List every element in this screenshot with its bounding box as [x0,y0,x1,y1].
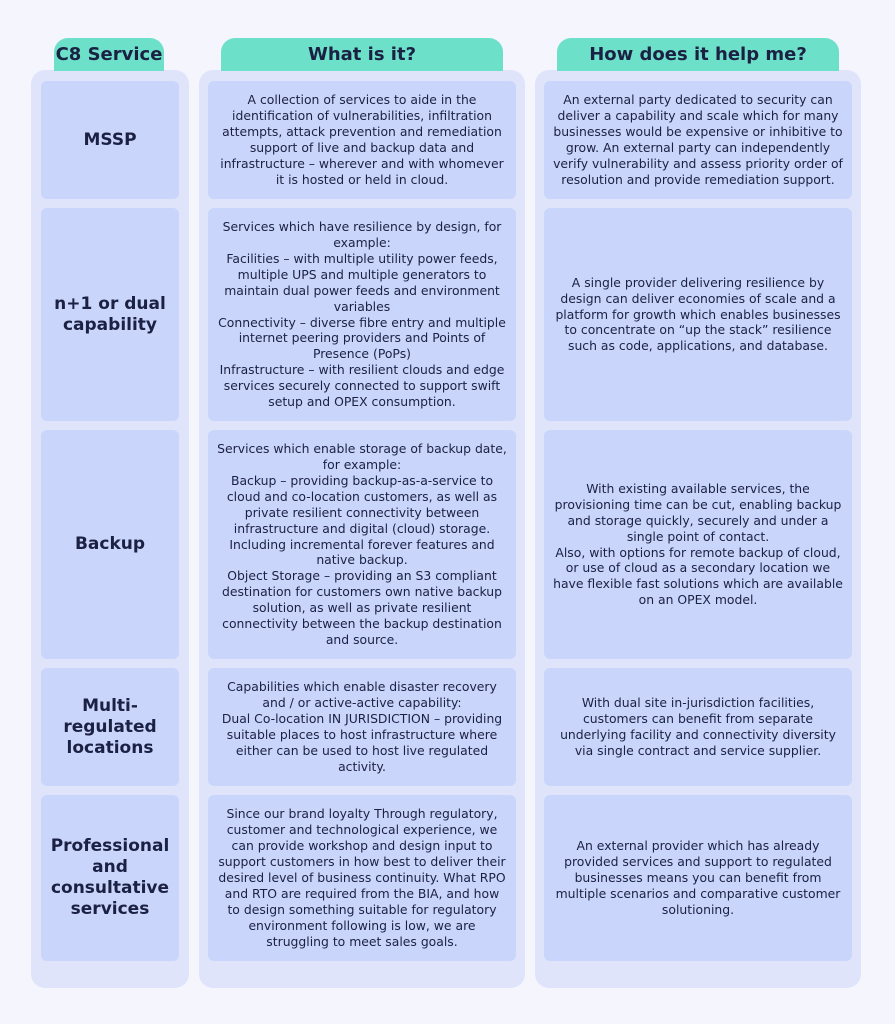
service-label: Multi- regulated locations [63,695,157,758]
row-backup-how [544,430,852,659]
what-text: Capabilities which enable disaster recovery and / or active-active capability: Dual Co-location IN JURISDICTION – providing suitable places to host infrastructure where either can be used to host live regulated activity. [221,679,503,774]
how-text: An external provider which has already provided services and support to regulated businesses means you can benefit from multiple scenarios and comparative customer solutioning. [555,838,841,917]
header-how: How does it help me? [557,38,839,71]
row-professional-what [208,795,516,961]
row-multi-regulated-what [208,668,516,786]
row-dual-capability-how [544,208,852,421]
row-mssp-service [41,81,179,199]
header-service: C8 Service [54,38,164,71]
how-text: With existing available services, the provisioning time can be cut, enabling backup and storage quickly, securely and under a single point of contact. Also, with options for remote backup of cloud, or use of cloud as a secondary location we have flexible fast solutions which are available on an OPEX model. [553,480,843,608]
what-text: A collection of services to aide in the identification of vulnerabilities, infiltration attempts, attack prevention and remediation support of live and backup data and infrastructure – wherever and with whomever it is hosted or held in cloud. [220,92,504,187]
row-multi-regulated-service [41,668,179,786]
service-label: MSSP [83,129,137,150]
row-dual-capability-what [208,208,516,421]
how-text: A single provider delivering resilience by design can deliver economies of scale and a platform for growth which enables businesses to concentrate on “up the stack” resilience such as code, applications, and database. [555,274,841,354]
row-professional-service [41,795,179,961]
what-text: Services which have resilience by design, for example: Facilities – with multiple utility power feeds, multiple UPS and multiple generators to maintain dual power feeds and environment variables Connectivity – diverse fibre entry and multiple internet peering providers and Points of Presence (PoPs) Infrastructure – with resilient clouds and edge services securely connected to support swift setup and OPEX consumption. [218,219,506,410]
what-text: Since our brand loyalty Through regulatory, customer and technological experience, we can provide workshop and design input to support customers in how best to deliver their desired level of business continuity. What RPO and RTO are required from the BIA, and how to design something suitable for regulatory environment following is low, we are struggling to meet sales goals. [218,806,506,949]
row-mssp-how [544,81,852,199]
row-backup-what [208,430,516,659]
service-label: n+1 or dual capability [54,293,166,335]
row-backup-service [41,430,179,659]
row-dual-capability-service [41,208,179,421]
row-professional-how [544,795,852,961]
what-text: Services which enable storage of backup date, for example: Backup – providing backup-as-a-service to cloud and co-location customers, as well as private resilient connectivity between infrastructure and digital (cloud) storage. Including incremental forever features and native backup. Object Storage – providing an S3 compliant destination for customers own native backup solution, as well as private resilient connectivity between the backup destination and source. [217,441,507,647]
header-what: What is it? [221,38,503,71]
how-text: With dual site in-jurisdiction facilities, customers can benefit from separate underlying facility and connectivity diversity via single contract and service supplier. [560,695,836,758]
row-mssp-what [208,81,516,199]
service-label: Professional and consultative services [50,836,170,919]
how-text: An external party dedicated to security can deliver a capability and scale which for many businesses would be expensive or inhibitive to grow. An external party can independently verify vulnerability and assess priority order of resolution and provide remediation support. [553,92,843,187]
row-multi-regulated-how [544,668,852,786]
service-label: Backup [74,534,146,554]
